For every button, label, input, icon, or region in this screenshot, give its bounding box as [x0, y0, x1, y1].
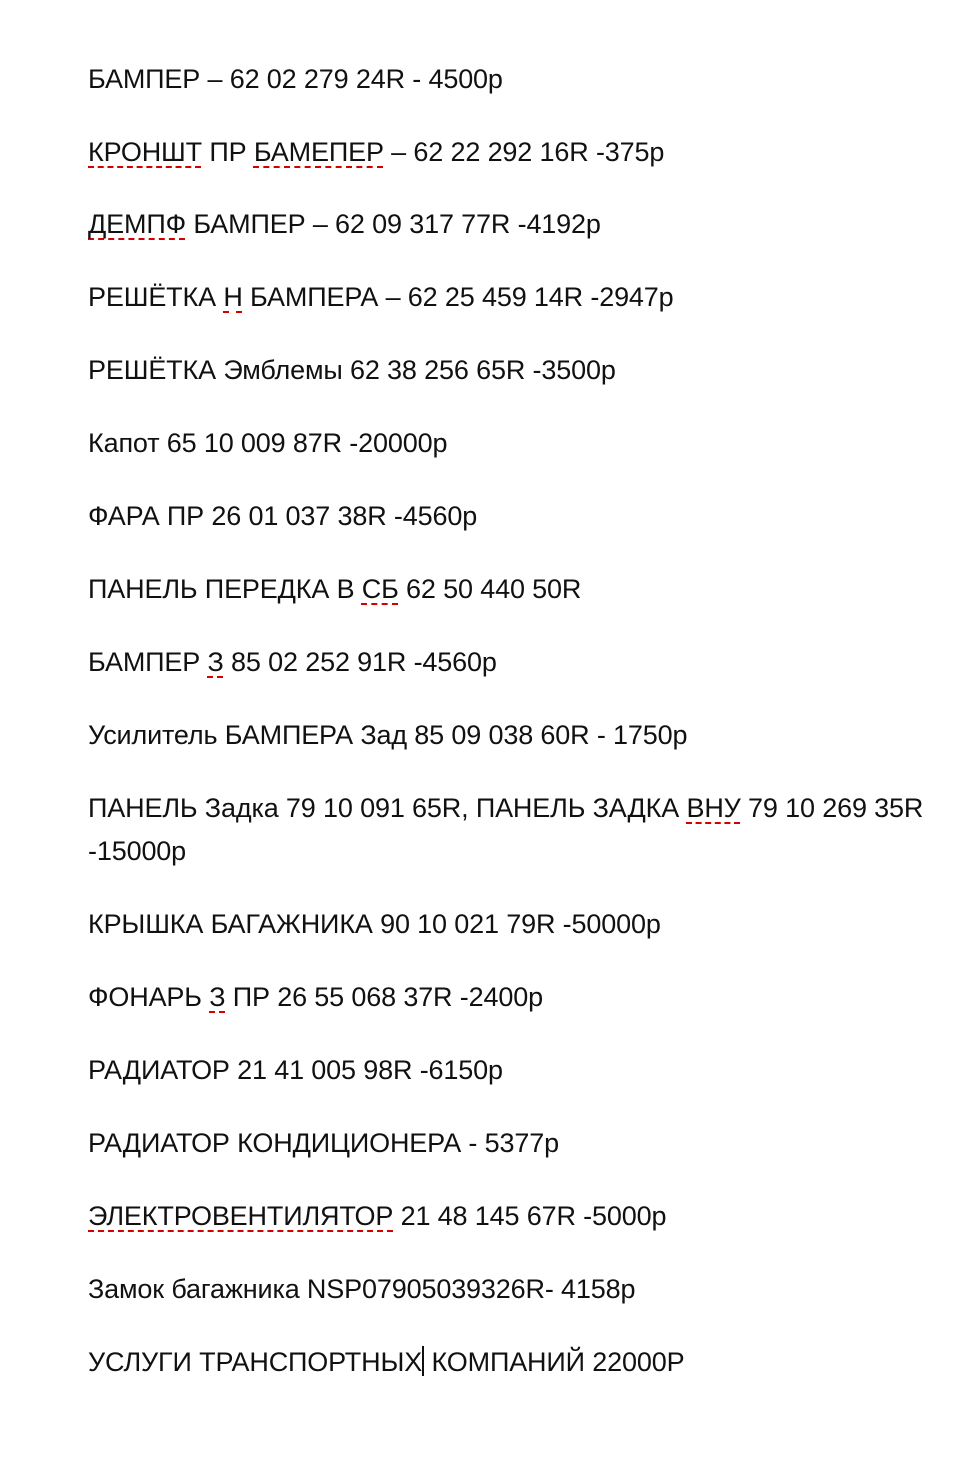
- line-text: БАМПЕР: [88, 647, 208, 677]
- document-line: [88, 1049, 943, 1092]
- document-line: [88, 568, 943, 611]
- line-text: КРЫШКА БАГАЖНИКА 90 10 021 79R -50000р: [88, 909, 661, 939]
- line-text: КОМПАНИЙ 22000Р: [424, 1347, 685, 1377]
- line-text: РЕШЁТКА: [88, 282, 224, 312]
- line-text: 85 02 252 91R -4560р: [223, 647, 497, 677]
- line-text: ПР 26 55 068 37R -2400р: [225, 982, 543, 1012]
- document-line: [88, 714, 943, 757]
- misspelled-word[interactable]: БАМЕПЕР: [253, 137, 384, 167]
- line-text: УСЛУГИ ТРАНСПОРТНЫХ: [88, 1347, 423, 1377]
- document-line: [88, 131, 943, 174]
- misspelled-word[interactable]: Н: [223, 282, 243, 312]
- line-text: БАМПЕРА – 62 25 459 14R -2947р: [242, 282, 674, 312]
- document-line: [88, 203, 943, 246]
- document-line: [88, 349, 943, 392]
- document-line: [88, 976, 943, 1019]
- document-line: [88, 276, 943, 319]
- document-line: [88, 495, 943, 538]
- line-text: БАМПЕР – 62 02 279 24R - 4500р: [88, 64, 503, 94]
- misspelled-word[interactable]: КРОНШТ: [88, 137, 202, 167]
- document-line: [88, 641, 943, 684]
- document-line: [88, 1122, 943, 1165]
- document-line: [88, 422, 943, 465]
- line-text: РАДИАТОР КОНДИЦИОНЕРА - 5377р: [88, 1128, 559, 1158]
- line-text: – 62 22 292 16R -375р: [383, 137, 665, 167]
- document-line: [88, 1195, 943, 1238]
- document-line: [88, 58, 943, 101]
- line-text: Замок багажника NSP07905039326R- 4158р: [88, 1274, 636, 1304]
- document-line: [88, 787, 943, 873]
- line-text: РАДИАТОР 21 41 005 98R -6150р: [88, 1055, 503, 1085]
- line-text: ПАНЕЛЬ ПЕРЕДКА В: [88, 574, 362, 604]
- misspelled-word[interactable]: З: [209, 982, 226, 1012]
- document-line: [88, 1341, 943, 1384]
- misspelled-word[interactable]: СБ: [361, 574, 399, 604]
- line-text: 79 10 269 35R -15000р: [88, 793, 924, 866]
- misspelled-word[interactable]: З: [207, 647, 224, 677]
- line-text: ПР: [201, 137, 254, 167]
- line-text: 62 50 440 50R: [398, 574, 582, 604]
- line-text: ПАНЕЛЬ Задка 79 10 091 65R, ПАНЕЛЬ ЗАДКА: [88, 793, 687, 823]
- line-text: БАМПЕР – 62 09 317 77R -4192р: [185, 209, 601, 239]
- line-text: Усилитель БАМПЕРА Зад 85 09 038 60R - 1750р: [88, 720, 688, 750]
- line-text: Капот 65 10 009 87R -20000р: [88, 428, 448, 458]
- misspelled-word[interactable]: ЭЛЕКТРОВЕНТИЛЯТОР: [88, 1201, 394, 1231]
- line-text: РЕШЁТКА Эмблемы 62 38 256 65R -3500р: [88, 355, 616, 385]
- line-text: ФОНАРЬ: [88, 982, 210, 1012]
- document-line: [88, 1268, 943, 1311]
- line-text: 21 48 145 67R -5000р: [393, 1201, 667, 1231]
- line-text: ФАРА ПР 26 01 037 38R -4560р: [88, 501, 478, 531]
- misspelled-word[interactable]: ДЕМПФ: [88, 209, 186, 239]
- document-line: [88, 903, 943, 946]
- misspelled-word[interactable]: ВНУ: [686, 793, 741, 823]
